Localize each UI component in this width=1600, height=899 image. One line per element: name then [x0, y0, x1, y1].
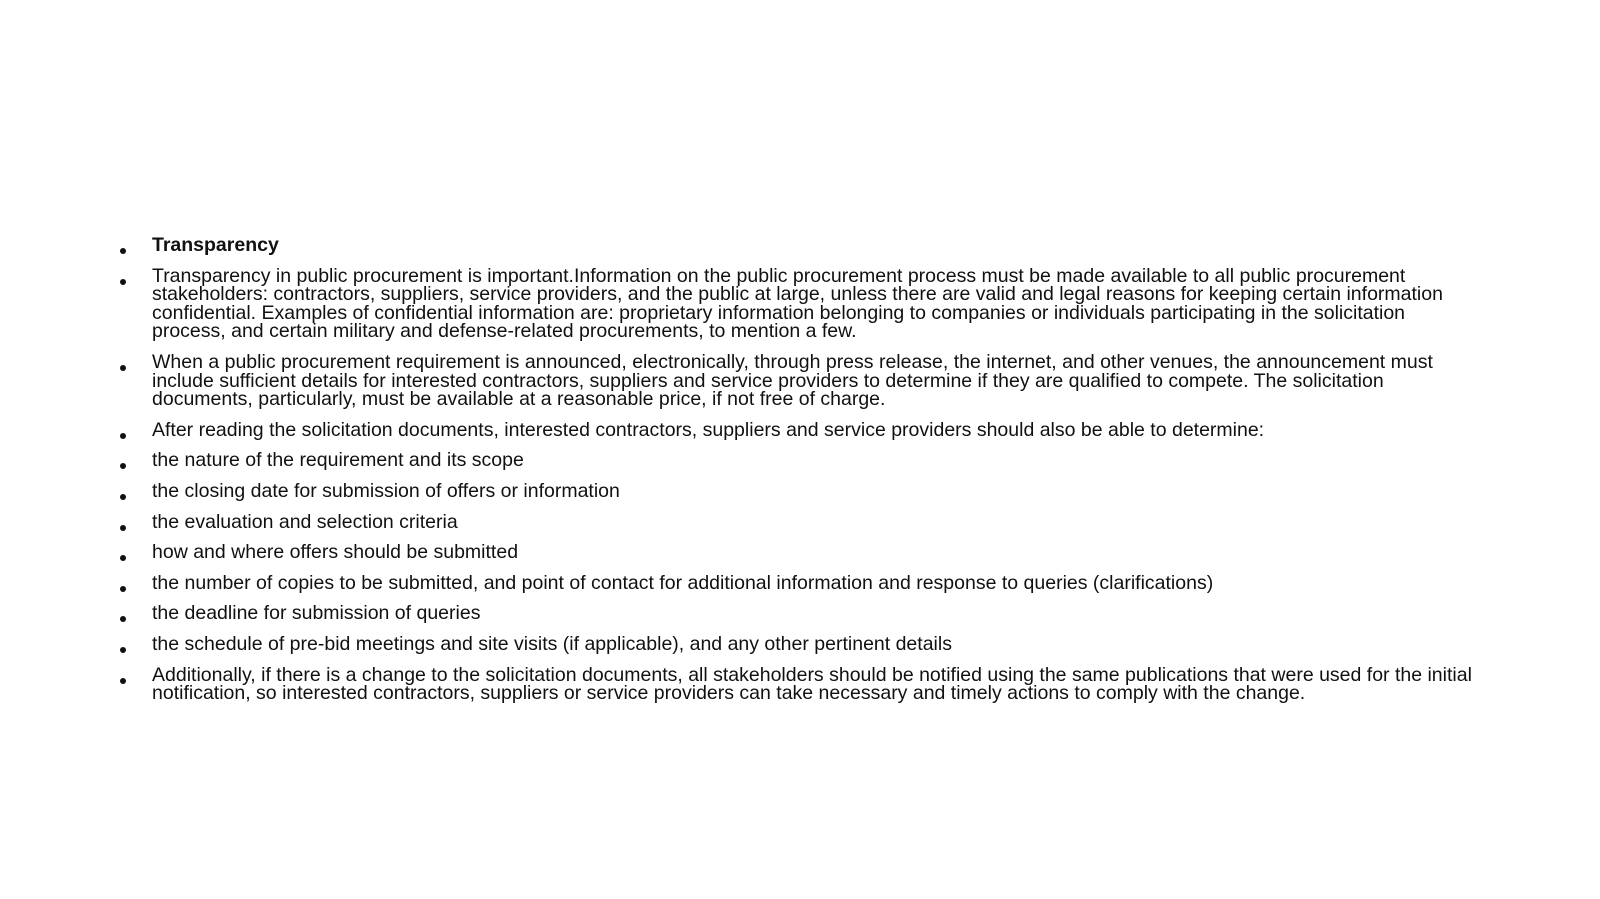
bullet-dot-icon — [120, 365, 126, 371]
bullet-item — [120, 264, 1480, 343]
bullet-text: Additionally, if there is a change to the solicitation documents, all stakeholders should be notified using the same publications that were used for the initial notification, so interested contractors, suppliers or service providers can take necessary and timely actions to comply with the change. — [152, 663, 1472, 705]
bullet-dot-icon — [120, 647, 126, 653]
bullet-text: After reading the solicitation documents, interested contractors, suppliers and service providers should also be able to determine: — [152, 418, 1265, 441]
bullet-item — [120, 451, 1480, 470]
bullet-text: the evaluation and selection criteria — [152, 510, 458, 533]
bullet-item — [120, 510, 1480, 533]
bullet-text: the nature of the requirement and its scope — [152, 449, 524, 472]
bullet-item — [120, 418, 1480, 441]
bullet-dot-icon — [120, 525, 126, 531]
bullet-dot-icon — [120, 616, 126, 622]
bullet-dot-icon — [120, 463, 126, 469]
bullet-dot-icon — [120, 248, 126, 254]
bullet-dot-icon — [120, 586, 126, 592]
bullet-item — [120, 543, 1480, 562]
bullet-heading-text: Transparency — [152, 234, 279, 256]
bullet-list — [120, 236, 1480, 703]
bullet-dot-icon — [120, 555, 126, 561]
slide-body — [120, 236, 1480, 715]
bullet-dot-icon — [120, 433, 126, 439]
bullet-item — [120, 571, 1480, 594]
bullet-text: the number of copies to be submitted, and point of contact for additional information and response to queries (clarifications) — [152, 571, 1214, 594]
bullet-dot-icon — [120, 678, 126, 684]
bullet-item — [120, 479, 1480, 502]
bullet-text: When a public procurement requirement is announced, electronically, through press release, the internet, and other venues, the announcement must include sufficient details for interested contractors, suppliers and service providers to determine if they are qualified to compete. The solicitation documents, particularly, must be available at a reasonable price, if not free of charge. — [152, 350, 1433, 411]
bullet-dot-icon — [120, 279, 126, 285]
bullet-item — [120, 350, 1480, 411]
bullet-text: Transparency in public procurement is important.Information on the public procurement process must be made available to all public procurement stakeholders: contractors, suppliers, service providers, and the public at large, unless there are valid and legal reasons for keeping certain information confidential. Examples of confidential information are: proprietary information belonging to companies or individuals participating in the solicitation process, and certain military and defense-related procurements, to mention a few. — [152, 264, 1443, 343]
bullet-item — [120, 663, 1480, 705]
bullet-item — [120, 604, 1480, 623]
bullet-text: how and where offers should be submitted — [152, 541, 519, 564]
bullet-item — [120, 632, 1480, 655]
bullet-text: the schedule of pre-bid meetings and site visits (if applicable), and any other pertinent details — [152, 632, 952, 655]
bullet-dot-icon — [120, 494, 126, 500]
bullet-text: the deadline for submission of queries — [152, 602, 481, 625]
bullet-item-heading — [120, 236, 1480, 255]
bullet-text: the closing date for submission of offers or information — [152, 479, 620, 502]
